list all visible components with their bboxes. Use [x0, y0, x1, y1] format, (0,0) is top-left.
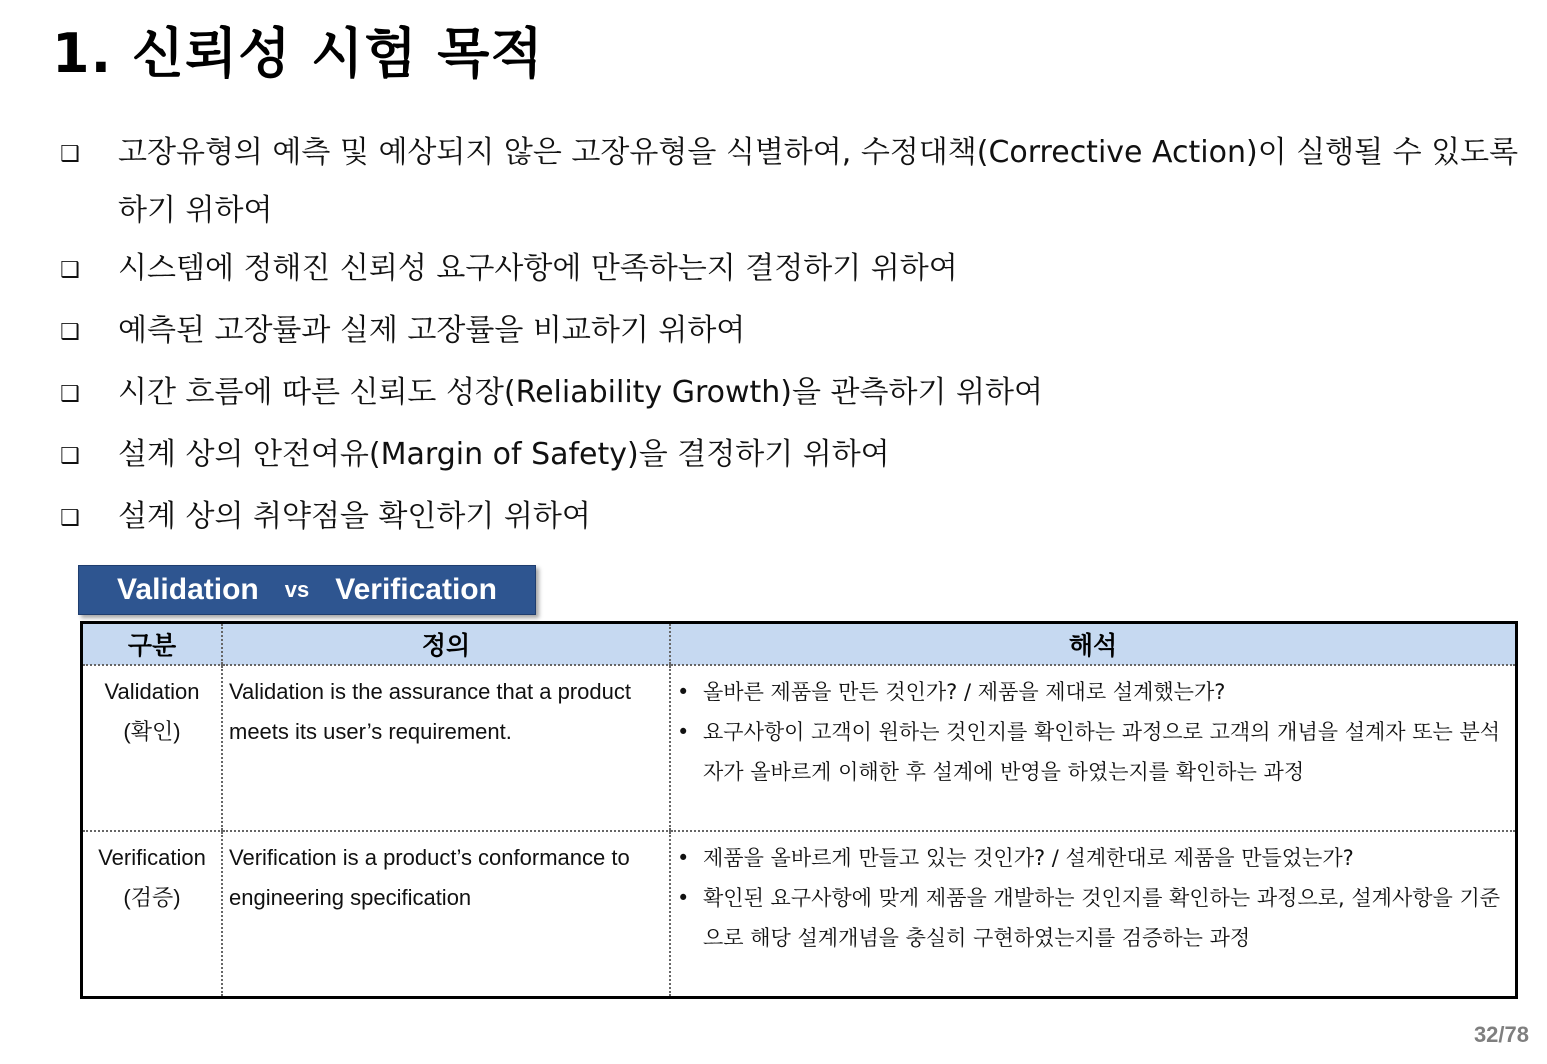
banner-validation-label: Validation — [117, 573, 259, 606]
interpretation-item — [677, 878, 1509, 958]
header-definition: 정의 — [222, 624, 670, 665]
table-row — [83, 831, 1515, 996]
square-bullet-icon: ❑ — [60, 320, 80, 345]
purpose-item — [60, 364, 1520, 426]
banner-vs-label: vs — [284, 577, 310, 602]
interpretation-text: 제품을 올바르게 만들고 있는 것인가? / 설계한대로 제품을 만들었는가? — [703, 846, 1354, 871]
purpose-text: 시간 흐름에 따른 신뢰도 성장(Reliability Growth)을 관측하기 위하여 — [118, 375, 1043, 410]
definition-cell: Validation is the assurance that a product meets its user’s requirement. — [222, 665, 670, 831]
purpose-item — [60, 426, 1520, 488]
purpose-item — [60, 240, 1520, 302]
table-header-row — [83, 624, 1515, 665]
bullet-dot-icon: • — [677, 886, 690, 911]
category-korean: (확인) — [123, 719, 181, 744]
interpretation-item — [677, 672, 1509, 712]
interpretation-item — [677, 838, 1509, 878]
category-name: Verification — [98, 845, 206, 871]
category-cell — [83, 831, 222, 996]
definition-cell: Verification is a product’s conformance to engineering specification — [222, 831, 670, 996]
category-korean: (검증) — [123, 885, 181, 911]
purpose-list — [60, 124, 1520, 550]
purpose-text: 고장유형의 예측 및 예상되지 않은 고장유형을 식별하여, 수정대책(Corrective Action)이 실행될 수 있도록 하기 위하여 — [118, 135, 1519, 228]
validation-vs-verification-banner — [78, 565, 536, 615]
purpose-text: 시스템에 정해진 신뢰성 요구사항에 만족하는지 결정하기 위하여 — [118, 251, 958, 286]
interpretation-cell — [670, 831, 1515, 996]
vv-comparison-table — [80, 621, 1518, 999]
category-cell — [83, 665, 222, 831]
bullet-dot-icon: • — [677, 720, 690, 744]
category-name: Validation — [104, 679, 200, 704]
banner-verification-label: Verification — [335, 573, 497, 606]
purpose-item — [60, 124, 1520, 240]
interpretation-text: 확인된 요구사항에 맞게 제품을 개발하는 것인지를 확인하는 과정으로, 설계사항을 기준으로 해당 설계개념을 충실히 구현하였는지를 검증하는 과정 — [703, 886, 1501, 951]
purpose-item — [60, 488, 1520, 550]
purpose-text: 예측된 고장률과 실제 고장률을 비교하기 위하여 — [118, 313, 746, 348]
interpretation-item — [677, 712, 1509, 792]
square-bullet-icon: ❑ — [60, 506, 80, 531]
bullet-dot-icon: • — [677, 680, 690, 704]
interpretation-cell — [670, 665, 1515, 831]
purpose-text: 설계 상의 안전여유(Margin of Safety)을 결정하기 위하여 — [118, 437, 890, 472]
square-bullet-icon: ❑ — [60, 142, 80, 167]
square-bullet-icon: ❑ — [60, 444, 80, 469]
header-category: 구분 — [83, 624, 222, 665]
purpose-item — [60, 302, 1520, 364]
interpretation-text: 올바른 제품을 만든 것인가? / 제품을 제대로 설계했는가? — [703, 680, 1226, 704]
page-number: 32/78 — [1473, 1022, 1529, 1047]
slide-title: 1. 신뢰성 시험 목적 — [52, 22, 544, 85]
interpretation-text: 요구사항이 고객이 원하는 것인지를 확인하는 과정으로 고객의 개념을 설계자 또는 분석자가 올바르게 이해한 후 설계에 반영을 하였는지를 확인하는 과정 — [703, 720, 1501, 784]
square-bullet-icon: ❑ — [60, 382, 80, 407]
square-bullet-icon: ❑ — [60, 258, 80, 283]
table-row — [83, 665, 1515, 831]
bullet-dot-icon: • — [677, 846, 690, 871]
header-interpretation: 해석 — [670, 624, 1515, 665]
purpose-text: 설계 상의 취약점을 확인하기 위하여 — [118, 499, 591, 534]
